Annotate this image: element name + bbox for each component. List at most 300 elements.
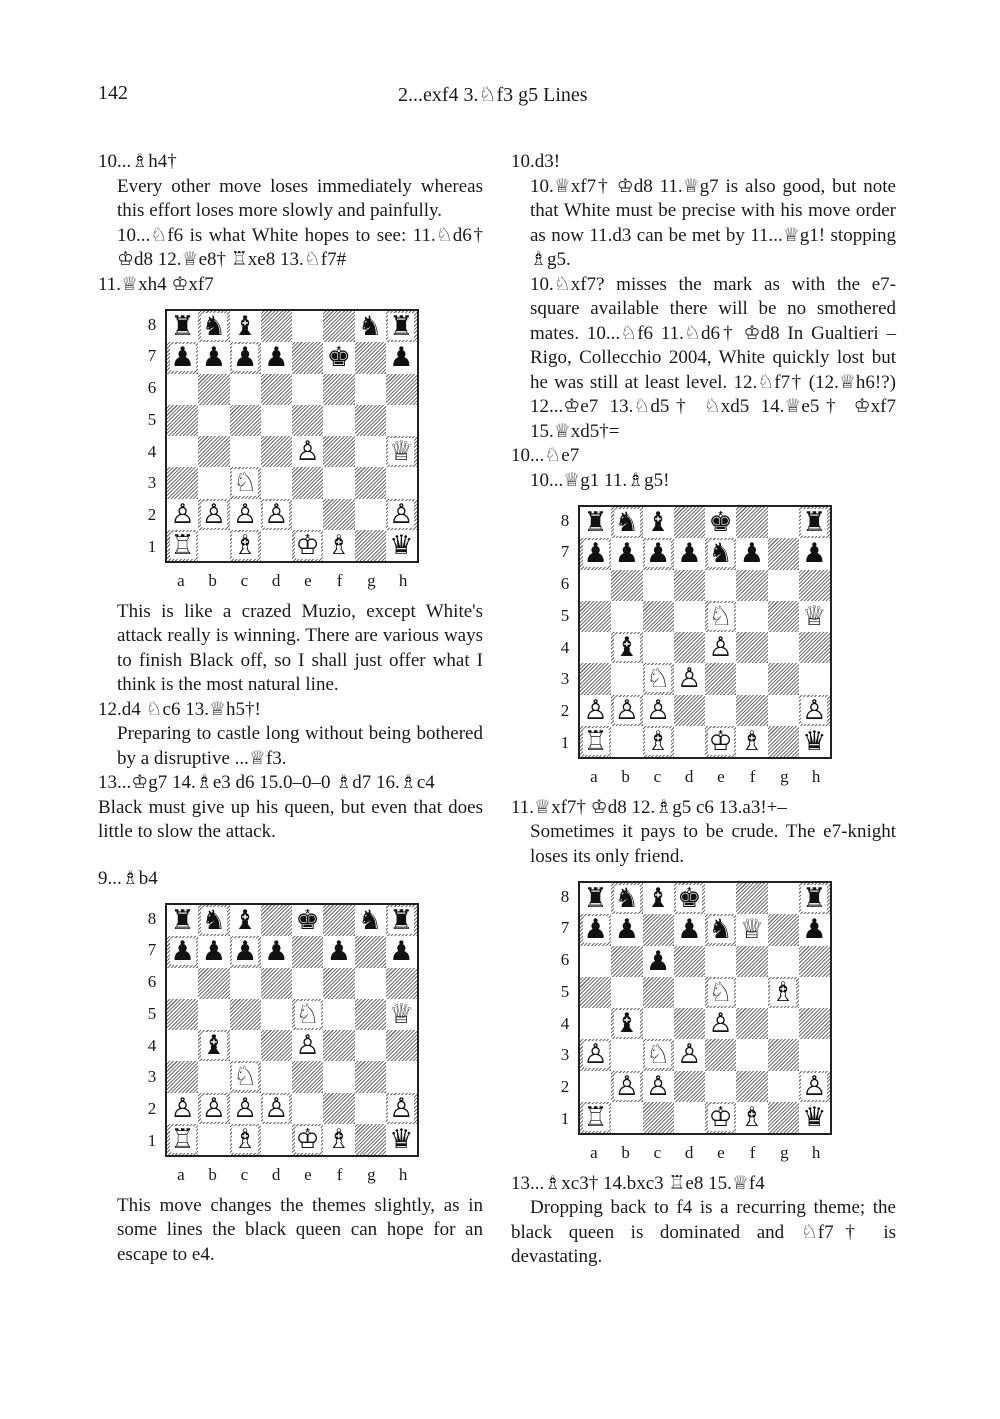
rank-label: 3 bbox=[560, 1045, 570, 1065]
board-square bbox=[580, 1008, 611, 1039]
board-square bbox=[386, 1061, 417, 1092]
board-square bbox=[643, 1008, 674, 1039]
board-square bbox=[768, 601, 799, 632]
file-label: f bbox=[336, 1165, 343, 1184]
board-square bbox=[292, 936, 323, 967]
chess-piece-icon: ♟ bbox=[583, 538, 608, 570]
file-label: d bbox=[271, 1165, 281, 1184]
board-square bbox=[198, 436, 229, 467]
board-square bbox=[799, 507, 830, 538]
board-square bbox=[386, 1124, 417, 1155]
board-square bbox=[386, 374, 417, 405]
file-label: b bbox=[208, 571, 217, 590]
rank-label: 1 bbox=[147, 536, 157, 556]
board-square bbox=[736, 663, 767, 694]
chess-piece-icon: ♙ bbox=[646, 694, 671, 726]
board-square bbox=[611, 726, 642, 757]
move-line: 11.♕xf7† ♔d8 12.♗g5 c6 13.a3!+– bbox=[511, 796, 787, 818]
board-square bbox=[355, 968, 386, 999]
chess-piece-icon: ♟ bbox=[170, 342, 195, 374]
board-square bbox=[198, 467, 229, 498]
board-square bbox=[355, 436, 386, 467]
chess-piece-icon: ♚ bbox=[326, 342, 351, 374]
commentary: Sometimes it pays to be crude. The e7-knight loses its only friend. bbox=[530, 821, 896, 867]
board-square bbox=[674, 1071, 705, 1102]
board-square bbox=[674, 570, 705, 601]
board-square bbox=[323, 311, 354, 342]
chess-board bbox=[165, 903, 419, 1157]
board-square bbox=[261, 1124, 292, 1155]
board-square bbox=[643, 726, 674, 757]
board-square bbox=[167, 968, 198, 999]
file-label: a bbox=[177, 1165, 185, 1184]
board-square bbox=[768, 632, 799, 663]
board-square bbox=[261, 374, 292, 405]
board-square bbox=[198, 342, 229, 373]
board-square bbox=[292, 499, 323, 530]
board-square bbox=[611, 1102, 642, 1133]
board-square bbox=[768, 507, 799, 538]
board-square bbox=[386, 936, 417, 967]
board-square bbox=[580, 977, 611, 1008]
file-label: e bbox=[304, 571, 312, 590]
board-square bbox=[355, 499, 386, 530]
board-square bbox=[292, 968, 323, 999]
board-square bbox=[292, 405, 323, 436]
chess-piece-icon: ♟ bbox=[646, 538, 671, 570]
board-square bbox=[768, 977, 799, 1008]
board-square bbox=[705, 1008, 736, 1039]
board-square bbox=[261, 342, 292, 373]
board-square bbox=[580, 1102, 611, 1133]
board-square bbox=[386, 467, 417, 498]
rank-label: 3 bbox=[560, 669, 570, 689]
chess-piece-icon: ♝ bbox=[646, 507, 671, 539]
chess-piece-icon: ♚ bbox=[677, 883, 702, 915]
board-square bbox=[674, 883, 705, 914]
board-square bbox=[261, 499, 292, 530]
board-square bbox=[261, 530, 292, 561]
board-square bbox=[292, 1061, 323, 1092]
commentary: Preparing to castle long without being bothered by a disruptive ...♕f3. bbox=[117, 723, 483, 769]
board-square bbox=[799, 601, 830, 632]
commentary: This is like a crazed Muzio, except White's attack really is winning. There are various ways to finish Black off, so I shall just offer what I think is the most natural line. bbox=[117, 600, 483, 695]
file-label: g bbox=[367, 1165, 376, 1184]
chess-piece-icon: ♟ bbox=[264, 936, 289, 968]
chess-piece-icon: ♗ bbox=[326, 1123, 351, 1155]
board-square bbox=[580, 1071, 611, 1102]
board-square bbox=[736, 883, 767, 914]
chess-piece-icon: ♜ bbox=[583, 883, 608, 915]
board-square bbox=[323, 936, 354, 967]
board-square bbox=[261, 467, 292, 498]
chess-piece-icon: ♙ bbox=[802, 1070, 827, 1102]
board-square bbox=[167, 936, 198, 967]
board-square bbox=[292, 467, 323, 498]
board-square bbox=[611, 695, 642, 726]
board-square bbox=[292, 905, 323, 936]
chess-piece-icon: ♟ bbox=[614, 914, 639, 946]
board-square bbox=[799, 538, 830, 569]
board-square bbox=[386, 530, 417, 561]
file-label: c bbox=[240, 1165, 249, 1184]
board-square bbox=[611, 914, 642, 945]
rank-label: 4 bbox=[147, 1035, 157, 1055]
commentary: 10.♕xf7† ♔d8 11.♕g7 is also good, but note that White must be precise with his move order as now 11.d3 can be met by 11...♕g1! stopping ♗g5. bbox=[530, 175, 896, 270]
board-square bbox=[611, 632, 642, 663]
board-square bbox=[323, 1030, 354, 1061]
rank-label: 3 bbox=[147, 1067, 157, 1087]
board-square bbox=[323, 405, 354, 436]
board-square bbox=[355, 311, 386, 342]
board-square bbox=[386, 311, 417, 342]
chess-piece-icon: ♝ bbox=[233, 311, 258, 343]
file-label: e bbox=[717, 767, 725, 786]
board-square bbox=[198, 405, 229, 436]
board-square bbox=[799, 946, 830, 977]
board-square bbox=[230, 342, 261, 373]
rank-label: 4 bbox=[147, 441, 157, 461]
board-square bbox=[705, 914, 736, 945]
file-label: f bbox=[749, 1143, 756, 1162]
board-square bbox=[580, 914, 611, 945]
board-square bbox=[705, 695, 736, 726]
chess-piece-icon: ♝ bbox=[646, 883, 671, 915]
board-square bbox=[580, 570, 611, 601]
board-square bbox=[643, 570, 674, 601]
rank-label: 1 bbox=[560, 1108, 570, 1128]
board-square bbox=[261, 311, 292, 342]
chess-piece-icon: ♟ bbox=[233, 342, 258, 374]
board-square bbox=[674, 601, 705, 632]
board-square bbox=[167, 436, 198, 467]
board-square bbox=[323, 905, 354, 936]
board-square bbox=[292, 530, 323, 561]
board-square bbox=[768, 914, 799, 945]
file-label: a bbox=[590, 1143, 598, 1162]
board-square bbox=[230, 1093, 261, 1124]
board-square bbox=[261, 968, 292, 999]
board-square bbox=[643, 538, 674, 569]
board-square bbox=[198, 530, 229, 561]
board-square bbox=[580, 883, 611, 914]
board-square bbox=[643, 883, 674, 914]
board-square bbox=[230, 936, 261, 967]
chess-piece-icon: ♙ bbox=[389, 1092, 414, 1124]
board-square bbox=[167, 342, 198, 373]
board-square bbox=[643, 632, 674, 663]
board-square bbox=[323, 1124, 354, 1155]
board-square bbox=[198, 1061, 229, 1092]
board-square bbox=[355, 342, 386, 373]
board-square bbox=[230, 1124, 261, 1155]
board-square bbox=[292, 342, 323, 373]
chess-piece-icon: ♟ bbox=[802, 914, 827, 946]
board-square bbox=[768, 1039, 799, 1070]
board-square bbox=[580, 726, 611, 757]
chess-piece-icon: ♙ bbox=[614, 1070, 639, 1102]
chess-piece-icon: ♟ bbox=[201, 936, 226, 968]
file-label: b bbox=[208, 1165, 217, 1184]
chess-piece-icon: ♔ bbox=[295, 529, 320, 561]
board-square bbox=[799, 914, 830, 945]
chess-piece-icon: ♙ bbox=[233, 498, 258, 530]
board-square bbox=[198, 1030, 229, 1061]
file-label: h bbox=[398, 571, 408, 590]
board-square bbox=[230, 499, 261, 530]
chess-piece-icon: ♟ bbox=[677, 538, 702, 570]
file-label: f bbox=[749, 767, 756, 786]
board-square bbox=[705, 632, 736, 663]
board-square bbox=[736, 1102, 767, 1133]
chess-board bbox=[165, 309, 419, 563]
chess-piece-icon: ♕ bbox=[389, 998, 414, 1030]
board-square bbox=[768, 695, 799, 726]
board-square bbox=[611, 883, 642, 914]
board-square bbox=[736, 1008, 767, 1039]
board-square bbox=[705, 883, 736, 914]
move-line: 13...♔g7 14.♗e3 d6 15.0–0–0 ♗d7 16.♗c4 bbox=[98, 772, 435, 793]
chess-piece-icon: ♙ bbox=[583, 694, 608, 726]
rank-label: 4 bbox=[560, 637, 570, 657]
board-square bbox=[292, 311, 323, 342]
move-line: 12.d4 ♘c6 13.♕h5†! bbox=[98, 698, 261, 720]
chess-piece-icon: ♟ bbox=[326, 936, 351, 968]
board-square bbox=[386, 499, 417, 530]
board-square bbox=[580, 538, 611, 569]
chess-piece-icon: ♟ bbox=[677, 914, 702, 946]
rank-labels bbox=[556, 505, 574, 759]
chess-piece-icon: ♙ bbox=[389, 498, 414, 530]
board-square bbox=[643, 601, 674, 632]
chess-piece-icon: ♟ bbox=[646, 945, 671, 977]
board-square bbox=[386, 1093, 417, 1124]
board-square bbox=[580, 695, 611, 726]
rank-label: 3 bbox=[147, 473, 157, 493]
board-square bbox=[230, 530, 261, 561]
board-square bbox=[230, 436, 261, 467]
file-label: d bbox=[684, 1143, 694, 1162]
board-square bbox=[736, 507, 767, 538]
board-square bbox=[292, 1093, 323, 1124]
rank-label: 2 bbox=[560, 701, 570, 721]
rank-label: 7 bbox=[560, 918, 570, 938]
board-square bbox=[705, 1039, 736, 1070]
board-square bbox=[261, 1030, 292, 1061]
rank-label: 7 bbox=[560, 542, 570, 562]
board-square bbox=[736, 538, 767, 569]
board-square bbox=[323, 436, 354, 467]
chess-diagram bbox=[556, 505, 846, 790]
rank-label: 6 bbox=[560, 574, 570, 594]
file-label: b bbox=[621, 1143, 630, 1162]
chess-piece-icon: ♙ bbox=[264, 498, 289, 530]
board-square bbox=[768, 1071, 799, 1102]
chess-piece-icon: ♞ bbox=[614, 507, 639, 539]
chess-piece-icon: ♜ bbox=[389, 311, 414, 343]
chess-piece-icon: ♘ bbox=[708, 600, 733, 632]
rank-label: 2 bbox=[560, 1077, 570, 1097]
board-square bbox=[355, 405, 386, 436]
board-square bbox=[611, 946, 642, 977]
board-square bbox=[386, 405, 417, 436]
board-square bbox=[768, 883, 799, 914]
board-square bbox=[292, 1030, 323, 1061]
file-labels bbox=[578, 1141, 832, 1166]
chess-piece-icon: ♔ bbox=[295, 1123, 320, 1155]
board-square bbox=[167, 905, 198, 936]
board-square bbox=[355, 1061, 386, 1092]
move-line: 10.d3! bbox=[511, 151, 561, 172]
board-square bbox=[230, 374, 261, 405]
board-square bbox=[167, 1030, 198, 1061]
chess-board bbox=[578, 881, 832, 1135]
page-number: 142 bbox=[98, 82, 128, 104]
file-labels bbox=[165, 1163, 419, 1188]
commentary: Black must give up his queen, but even that does little to slow the attack. bbox=[98, 796, 483, 842]
chess-piece-icon: ♖ bbox=[170, 529, 195, 561]
chess-piece-icon: ♝ bbox=[614, 632, 639, 664]
rank-labels bbox=[556, 881, 574, 1135]
rank-label: 8 bbox=[147, 908, 157, 928]
board-square bbox=[580, 507, 611, 538]
board-square bbox=[705, 538, 736, 569]
board-square bbox=[292, 436, 323, 467]
chess-piece-icon: ♙ bbox=[295, 436, 320, 468]
file-label: c bbox=[653, 767, 662, 786]
chess-piece-icon: ♖ bbox=[583, 1101, 608, 1133]
board-square bbox=[705, 570, 736, 601]
board-square bbox=[167, 999, 198, 1030]
rank-label: 6 bbox=[147, 972, 157, 992]
board-square bbox=[611, 977, 642, 1008]
chess-piece-icon: ♜ bbox=[802, 507, 827, 539]
chess-piece-icon: ♝ bbox=[614, 1008, 639, 1040]
board-square bbox=[674, 1008, 705, 1039]
board-square bbox=[230, 1061, 261, 1092]
board-square bbox=[768, 726, 799, 757]
board-square bbox=[580, 946, 611, 977]
running-title: 2...exf4 3.♘f3 g5 Lines bbox=[398, 84, 588, 106]
chess-piece-icon: ♔ bbox=[708, 1101, 733, 1133]
board-square bbox=[292, 999, 323, 1030]
chess-piece-icon: ♞ bbox=[614, 883, 639, 915]
board-square bbox=[323, 999, 354, 1030]
board-square bbox=[355, 374, 386, 405]
board-square bbox=[768, 538, 799, 569]
board-square bbox=[799, 632, 830, 663]
commentary: Every other move loses immediately whereas this effort loses more slowly and painfully. bbox=[117, 175, 483, 221]
chess-piece-icon: ♗ bbox=[739, 725, 764, 757]
board-square bbox=[736, 1071, 767, 1102]
board-square bbox=[323, 530, 354, 561]
chess-piece-icon: ♙ bbox=[264, 1092, 289, 1124]
chess-piece-icon: ♟ bbox=[739, 538, 764, 570]
board-square bbox=[736, 977, 767, 1008]
chess-piece-icon: ♖ bbox=[583, 725, 608, 757]
board-square bbox=[261, 405, 292, 436]
board-square bbox=[643, 1071, 674, 1102]
board-square bbox=[323, 499, 354, 530]
board-square bbox=[230, 968, 261, 999]
board-square bbox=[674, 946, 705, 977]
commentary: 10...♘f6 is what White hopes to see: 11.♘d6† ♔d8 12.♕e8† ♖xe8 13.♘f7# bbox=[117, 224, 483, 270]
board-square bbox=[643, 977, 674, 1008]
commentary: 10.♘xf7? misses the mark as with the e7-square available there will be no smothered mates. 10...♘f6 11.♘d6† ♔d8 In Gualtieri – Rigo, Collecchio 2004, White quickly lost but he was still at least level. 12.♘f7† (12.♕h6!?) 12...♔e7 13.♘d5† ♘xd5 14.♕e5† ♔xf7 15.♕xd5†= bbox=[530, 273, 896, 442]
board-square bbox=[198, 499, 229, 530]
chess-piece-icon: ♟ bbox=[389, 342, 414, 374]
board-square bbox=[799, 695, 830, 726]
board-square bbox=[167, 374, 198, 405]
board-square bbox=[674, 726, 705, 757]
board-square bbox=[705, 977, 736, 1008]
board-square bbox=[768, 946, 799, 977]
move-line: 10...♘e7 bbox=[511, 445, 580, 466]
board-square bbox=[386, 968, 417, 999]
board-square bbox=[799, 1039, 830, 1070]
chess-piece-icon: ♙ bbox=[614, 694, 639, 726]
board-square bbox=[386, 999, 417, 1030]
board-square bbox=[799, 570, 830, 601]
move-line: 13...♗xc3† 14.bxc3 ♖e8 15.♕f4 bbox=[511, 1172, 765, 1194]
board-square bbox=[580, 663, 611, 694]
rank-label: 5 bbox=[560, 981, 570, 1001]
rank-label: 6 bbox=[147, 378, 157, 398]
file-label: g bbox=[367, 571, 376, 590]
chess-piece-icon: ♜ bbox=[802, 883, 827, 915]
board-square bbox=[386, 342, 417, 373]
board-square bbox=[292, 1124, 323, 1155]
move-line: 10...♗h4† bbox=[98, 151, 177, 172]
chess-piece-icon: ♟ bbox=[264, 342, 289, 374]
board-square bbox=[198, 311, 229, 342]
chess-piece-icon: ♟ bbox=[389, 936, 414, 968]
chess-piece-icon: ♞ bbox=[201, 905, 226, 937]
file-labels bbox=[165, 569, 419, 594]
chess-piece-icon: ♖ bbox=[170, 1123, 195, 1155]
rank-labels bbox=[143, 309, 161, 563]
board-square bbox=[736, 726, 767, 757]
board-square bbox=[323, 1061, 354, 1092]
board-square bbox=[323, 374, 354, 405]
board-square bbox=[261, 936, 292, 967]
board-square bbox=[643, 914, 674, 945]
chess-piece-icon: ♟ bbox=[170, 936, 195, 968]
board-square bbox=[705, 726, 736, 757]
board-square bbox=[261, 999, 292, 1030]
board-square bbox=[580, 1039, 611, 1070]
file-label: e bbox=[717, 1143, 725, 1162]
file-label: c bbox=[653, 1143, 662, 1162]
chess-diagram bbox=[556, 881, 846, 1166]
board-square bbox=[736, 914, 767, 945]
left-column bbox=[98, 150, 483, 1267]
chess-diagram bbox=[143, 309, 433, 594]
rank-label: 5 bbox=[560, 605, 570, 625]
board-square bbox=[611, 663, 642, 694]
commentary: 10...♕g1 11.♗g5! bbox=[530, 469, 670, 491]
chess-piece-icon: ♘ bbox=[646, 1039, 671, 1071]
chess-piece-icon: ♕ bbox=[802, 600, 827, 632]
board-square bbox=[167, 311, 198, 342]
file-label: g bbox=[780, 767, 789, 786]
board-square bbox=[261, 436, 292, 467]
board-square bbox=[611, 570, 642, 601]
board-square bbox=[799, 726, 830, 757]
chess-piece-icon: ♞ bbox=[708, 538, 733, 570]
file-label: h bbox=[398, 1165, 408, 1184]
board-square bbox=[198, 374, 229, 405]
